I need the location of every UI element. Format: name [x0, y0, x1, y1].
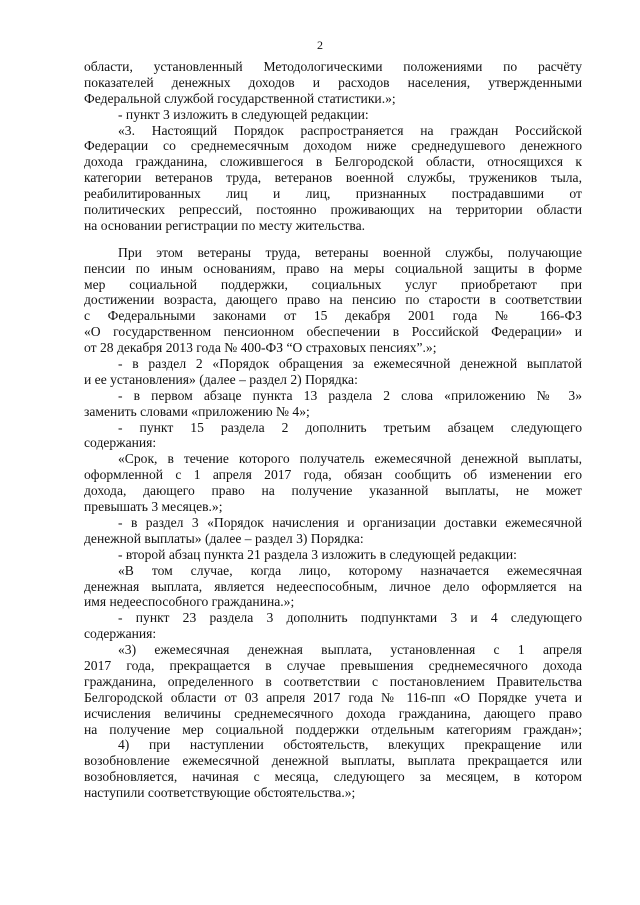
- text-line: 4) при наступлении обстоятельств, влекущих прекращение или: [118, 737, 582, 753]
- text-line: дохода, дающего право на получение указанной выплаты, не может: [84, 483, 582, 499]
- text-line: Федеральной службой государственной статистики.»;: [84, 90, 396, 106]
- text-line: «В том случае, когда лицо, которому назначается ежемесячная: [118, 562, 582, 578]
- text-line: дохода гражданина, сложившегося в Белгородской области, относящихся к: [84, 154, 582, 170]
- text-line: области, установленный Методологическими положениями по расчёту: [84, 59, 582, 74]
- text-line: наступили соответствующие обстоятельства.»;: [84, 785, 356, 801]
- text-line: Федерации со среднемесячным доходом ниже среднедушевого денежного: [84, 138, 582, 154]
- text-line: «3. Настоящий Порядок распространяется на граждан Российской: [118, 122, 582, 138]
- text-line: денежной выплаты» (далее – раздел 3) Порядка:: [84, 530, 364, 546]
- text-line: - в первом абзаце пункта 13 раздела 2 слова «приложению № 3»: [118, 387, 582, 403]
- text-line: - пункт 15 раздела 2 дополнить третьим абзацем следующего: [118, 419, 582, 435]
- text-line: показателей денежных доходов и расходов населения, утвержденными: [84, 74, 582, 90]
- text-line: «Срок, в течение которого получатель ежемесячной денежной выплаты,: [118, 451, 582, 467]
- text-line: достижении возраста, дающего право на пенсию по старости в соответствии: [84, 292, 582, 308]
- text-line: - в раздел 2 «Порядок обращения за ежемесячной денежной выплатой: [118, 356, 582, 372]
- text-line: «О государственном пенсионном обеспечении в Российской Федерации» и: [84, 324, 582, 340]
- paragraph-gap: [84, 234, 582, 245]
- text-line: от 28 декабря 2013 года № 400-ФЗ “О страховых пенсиях”.»;: [84, 340, 437, 356]
- text-line: категории ветеранов труда, ветеранов военной службы, тружеников тыла,: [84, 170, 582, 186]
- text-line: гражданина, определенного в соответствии с постановлением Правительства: [84, 673, 582, 689]
- document-body: [84, 59, 582, 801]
- text-line: политических репрессий, постоянно проживающих на территории области: [84, 202, 582, 218]
- text-line: превышать 3 месяцев.»;: [84, 499, 223, 515]
- text-line: пенсии по иным основаниям, право на меры социальной защиты в форме: [84, 260, 582, 276]
- text-line: денежная выплата, является недееспособным, личное дело оформляется на: [84, 578, 582, 594]
- text-line: исчисления величины среднемесячного дохода гражданина, дающего право: [84, 705, 582, 721]
- text-line: на основании регистрации по месту жительства.: [84, 217, 366, 233]
- text-line: Белгородской области от 03 апреля 2017 года № 116-пп «О Порядке учета и: [84, 689, 582, 705]
- text-line: оформленной с 1 апреля 2017 года, обязан сообщить об изменении его: [84, 467, 582, 483]
- text-line: 2017 года, прекращается в случае превышения среднемесячного дохода: [84, 657, 582, 673]
- text-line: - пункт 23 раздела 3 дополнить подпунктами 3 и 4 следующего: [118, 610, 582, 626]
- text-line: содержания:: [84, 626, 157, 642]
- text-line: «3) ежемесячная денежная выплата, установленная с 1 апреля: [118, 642, 582, 658]
- text-line: При этом ветераны труда, ветераны военной службы, получающие: [118, 244, 582, 260]
- text-line: и ее установления» (далее – раздел 2) Порядка:: [84, 371, 358, 387]
- text-line: возобновляется, начиная с месяца, следующего за месяцем, в котором: [84, 769, 582, 785]
- text-line: - второй абзац пункта 21 раздела 3 изложить в следующей редакции:: [118, 546, 517, 562]
- text-line: - в раздел 3 «Порядок начисления и организации доставки ежемесячной: [118, 514, 582, 530]
- text-line: реабилитированных лиц и лиц, признанных пострадавшими от: [84, 186, 582, 202]
- text-line: заменить словами «приложению № 4»;: [84, 403, 310, 419]
- text-line: возобновление ежемесячной денежной выплаты, выплата прекращается или: [84, 753, 582, 769]
- text-line: имя недееспособного гражданина.»;: [84, 594, 295, 610]
- page-number: 2: [317, 38, 323, 52]
- text-line: - пункт 3 изложить в следующей редакции:: [118, 106, 369, 122]
- text-line: с Федеральными законами от 15 декабря 2001 года № 166-ФЗ: [84, 308, 582, 324]
- text-line: на получение мер социальной поддержки отдельным категориям граждан»;: [84, 721, 582, 737]
- text-line: содержания:: [84, 435, 157, 451]
- text-line: мер социальной поддержки, социальных услуг приобретают при: [84, 276, 582, 292]
